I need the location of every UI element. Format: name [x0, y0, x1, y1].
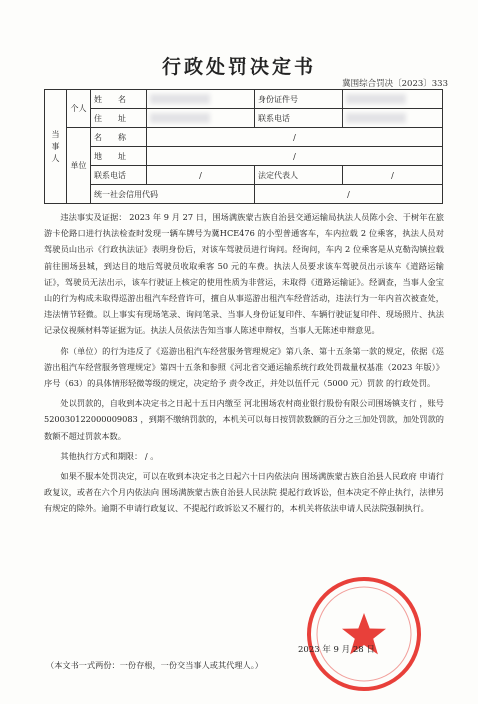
legal-rep-label: 法定代表人 — [255, 166, 343, 185]
unit-name-label: 名 称 — [91, 128, 147, 147]
violation-facts: 违法事实及证据： 2023 年 9 月 27 日，围场满族蒙古族自治县交通运输局执法人员陈小会、于树年在旅游卡伦路口进行执法检查时发现一辆车牌号为冀HCE476 的小型普通客车，车内拉载 2 位乘客，执法人员对驾驶员山出示《行政执法证》表明身份后，对该车驾驶员进行询问。经询问，车内 2 位乘客是从克勒沟镇拉载前往围场县城，到达目的地后驾驶员收取乘客 50 元的车费。执法人员要求该车驾驶员出示该车《道路运输证》，驾驶员无法出示，该车行驶证上核定的使用性质为非营运，未取得《道路运输证》。经调查，当事人金宝山的行为构成未取得巡游出租汽车经营许可，擅自从事巡游出租汽车经营活动，违法行为一年内首次被查处，违法情节轻微。以上事实有现场笔录、询问笔录、当事人身份证复印件、车辆行驶证复印件、现场照片、执法记录仪视频材料等证据为证。执法人员依法告知当事人陈述申辩权，当事人无陈述申辩意见。 — [44, 212, 444, 336]
name-value-redacted — [147, 90, 255, 109]
unit-phone-value: / — [147, 166, 255, 185]
appeal-rights: 如果不服本处罚决定，可以在收到本决定书之日起六十日内依法向 围场满族蒙古族自治县人民政府 申请行政复议，或者在六个月内依法向 围场满族蒙古族自治县人民法院 提起行政诉讼，但本决定不停止执行，法律另有规定的除外。逾期不申请行政复议、不提起行政诉讼又不履行的，本机关将依法申请人民法院强制执行。 — [44, 471, 444, 514]
party-label: 当事人 — [45, 90, 67, 204]
other-execution: 其他执行方式和期限： / 。 — [60, 450, 159, 461]
legal-basis: 你（单位）的行为违反了《巡游出租汽车经营服务管理规定》第八条、第十五条第一款的规定，依据《巡游出租汽车经营服务管理规定》第四十五条和参照《河北省交通运输系统行政处罚裁量权基准（2023 年版）》序号（63）的具体情形轻微等级的规定，决定给予 责令改正，并处以伍仟元（5000 元）罚款 的行政处罚。 — [44, 345, 444, 389]
unit-label: 单位 — [67, 128, 91, 204]
party-info-table — [44, 89, 443, 204]
id-label: 身份证件号 — [255, 90, 343, 109]
individual-label: 个人 — [67, 90, 91, 128]
payment-instructions: 处以罚款的，自收到本决定书之日起十五日内缴至 河北围场农村商业银行股份有限公司围场镇支行 ，账号 520030122000009083 ，到期不缴纳罚款的，本机关可以每日按罚款数额的百分之三加处罚款，加处罚款的数额不超过罚款本数。 — [44, 398, 444, 441]
name-label: 姓 名 — [91, 90, 147, 109]
unit-address-label: 地 址 — [91, 147, 147, 166]
unit-name-value: / — [147, 128, 443, 147]
id-value-redacted — [343, 90, 443, 109]
doc-number: 冀围综合罚决〔2023〕333 — [342, 79, 448, 89]
decision-date: 2023 年 9 月 28 日 — [298, 645, 375, 655]
unit-phone-label: 联系电话 — [91, 166, 147, 185]
credit-code-label: 统一社会信用代码 — [91, 185, 255, 204]
copies-note: （本文书一式两份：一份存根，一份交当事人或其代理人。） — [46, 660, 263, 670]
doc-title: 行政处罚决定书 — [161, 56, 316, 78]
phone-value-redacted — [343, 109, 443, 128]
credit-code-value: / — [255, 185, 443, 204]
address-label: 住 址 — [91, 109, 147, 128]
decision-body — [44, 209, 444, 517]
phone-label: 联系电话 — [255, 109, 343, 128]
unit-address-value: / — [147, 147, 443, 166]
address-value-redacted — [147, 109, 255, 128]
legal-rep-value: / — [343, 166, 443, 185]
official-seal — [305, 575, 423, 693]
